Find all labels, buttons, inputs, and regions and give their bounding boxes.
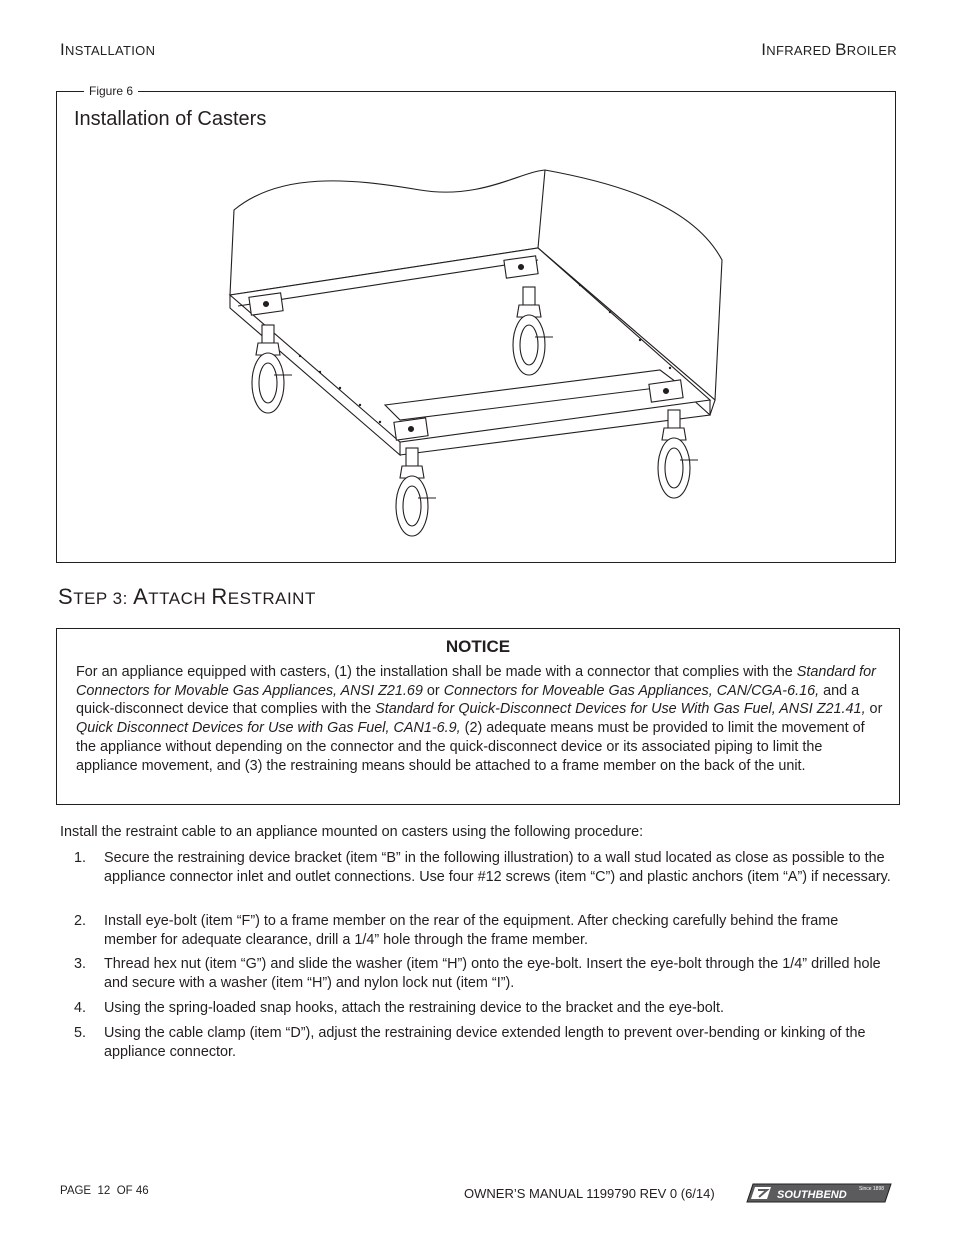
logo-since: Since 1898 [859, 1186, 885, 1192]
step-number: 5. [74, 1025, 87, 1041]
figure-label: Figure 6 [84, 84, 138, 98]
step-text: Thread hex nut (item “G”) and slide the washer (item “H”) onto the eye-bolt. Insert the eye-bolt through the 1/4” drilled hole and secure with a washer (item “H”) and nylon lock nut (item “I”). [104, 956, 881, 992]
step-number: 3. [74, 956, 87, 972]
step-text: Install eye-bolt (item “F”) to a frame member on the rear of the equipment. After checking carefully behind the frame member for adequate clearance, drill a 1/4” hole through the frame member. [104, 913, 839, 949]
step-number: 2. [74, 913, 87, 929]
step-number: 4. [74, 1000, 87, 1016]
figure-title: Installation of Casters [74, 108, 267, 130]
notice-title: NOTICE [445, 637, 511, 656]
southbend-logo [745, 1181, 895, 1205]
step-heading: STEP 3: ATTACH RESTRAINT [58, 584, 316, 609]
step-text: Using the spring-loaded snap hooks, attach the restraining device to the bracket and the eye-bolt. [104, 1000, 724, 1016]
caster-installation-illustration [220, 160, 740, 545]
header-section-title: INSTALLATION [60, 40, 156, 59]
footer-manual-id: OWNER’S MANUAL 1199790 REV 0 (6/14) [464, 1186, 715, 1201]
header-product-title: INFRARED BROILER [761, 40, 897, 59]
step-number: 1. [74, 850, 87, 866]
step-text: Using the cable clamp (item “D”), adjust the restraining device extended length to prevent over-bending or kinking of the appliance connector. [104, 1025, 866, 1061]
footer-page-number: PAGE 12 OF 46 [60, 1185, 149, 1197]
logo-wordmark: SOUTHBEND [777, 1189, 847, 1201]
notice-body: For an appliance equipped with casters, (1) the installation shall be made with a connector that complies with the Standard for Connectors for Movable Gas Appliances, ANSI Z21.69 or Connectors for Moveable Gas Appliances, CAN/CGA-6.16, and a quick-disconnect device that complies with the Standard for Quick-Disconnect Devices for Use With Gas Fuel, ANSI Z21.41, or Quick Disconnect Devices for Use with Gas Fuel, CAN1-6.9, (2) adequate means must be provided to limit the movement of the appliance without depending on the connector and the quick-disconnect device or its associated piping to limit the appliance movement, and (3) the restraining means should be attached to a frame member on the back of the unit. [76, 664, 883, 774]
procedure-intro: Install the restraint cable to an appliance mounted on casters using the following procedure: [60, 824, 644, 840]
step-text: Secure the restraining device bracket (item “B” in the following illustration) to a wall stud located as close as possible to the appliance connector inlet and outlet connections. Use four #12 screws (item “C”) and plastic anchors (item “A”) if necessary. [104, 850, 891, 886]
